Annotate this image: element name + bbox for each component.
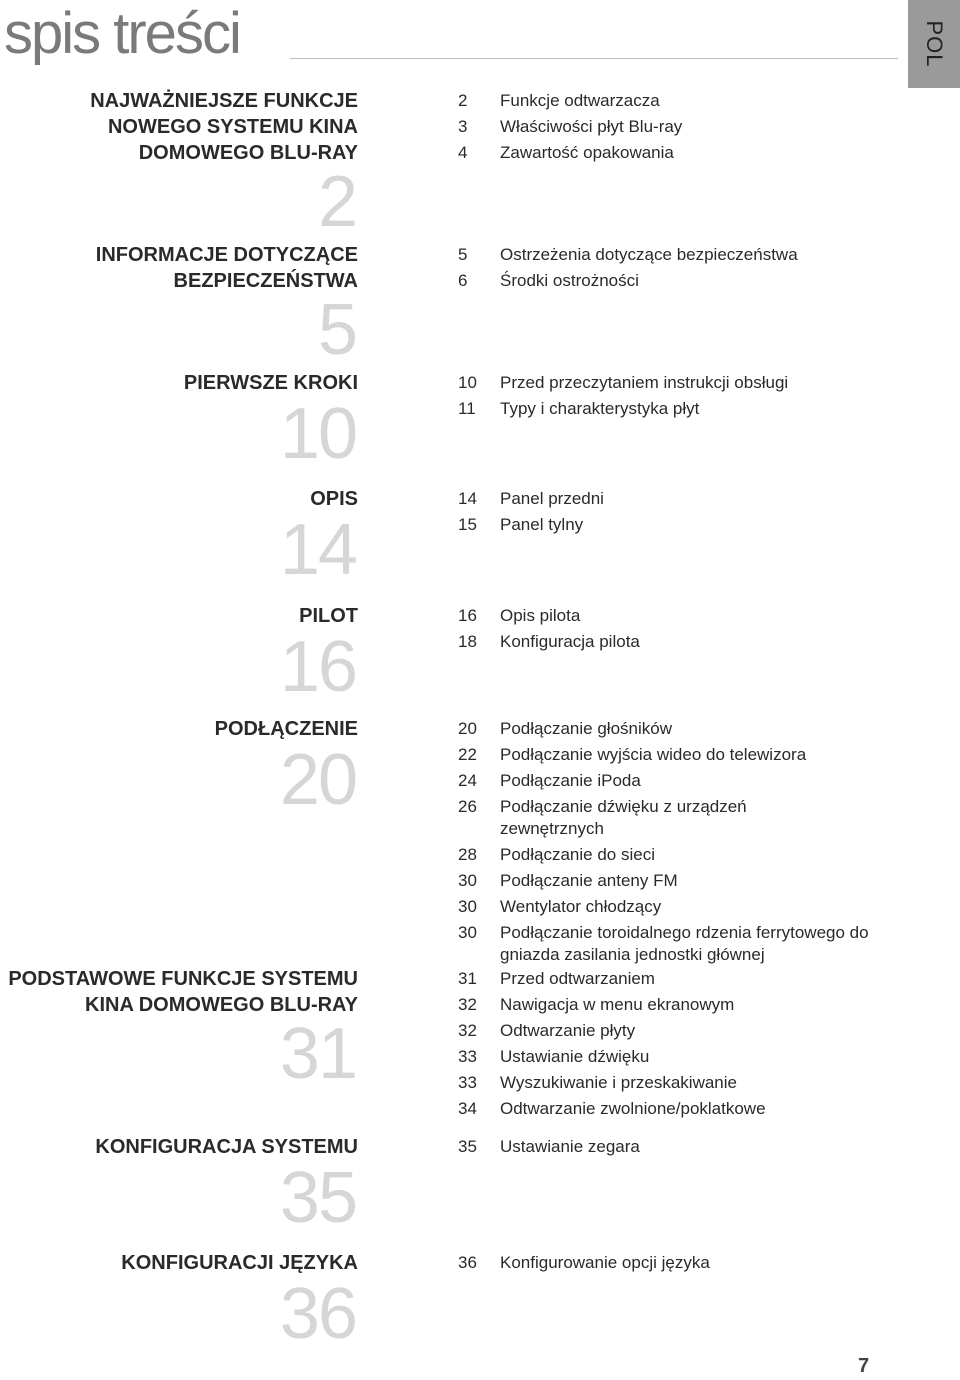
- entry-title: Podłączanie toroidalnego rdzenia ferrytowego do gniazda zasilania jednostki głównej: [500, 923, 869, 964]
- section-heading: [0, 1134, 358, 1160]
- section-heading-line: INFORMACJE DOTYCZĄCE: [95, 244, 358, 266]
- entry-title: Ostrzeżenia dotyczące bezpieczeństwa: [500, 245, 798, 264]
- toc-entry[interactable]: [458, 1044, 878, 1070]
- entry-page-number: 18: [458, 632, 477, 651]
- entry-title: Przed odtwarzaniem: [500, 969, 655, 988]
- entry-title: Wentylator chłodzący: [500, 897, 662, 916]
- toc-entry[interactable]: [458, 1250, 878, 1276]
- toc-entry[interactable]: [458, 629, 878, 655]
- entry-page-number: 16: [458, 606, 477, 625]
- toc-entry[interactable]: [458, 1018, 878, 1044]
- entry-page-number: 26: [458, 797, 477, 816]
- section-heading-line: PODŁĄCZENIE: [214, 718, 358, 740]
- section-entries: [458, 242, 878, 294]
- section-heading-line: PODSTAWOWE FUNKCJE SYSTEMU: [8, 968, 358, 990]
- toc-entry[interactable]: [458, 768, 878, 794]
- section-page-number: 20: [279, 740, 356, 820]
- section-entries: [458, 603, 878, 655]
- section-heading-line: NAJWAŻNIEJSZE FUNKCJE: [90, 90, 358, 112]
- entry-page-number: 34: [458, 1099, 477, 1118]
- section-heading-line: OPIS: [310, 488, 358, 510]
- toc-entry[interactable]: [458, 1070, 878, 1096]
- section-heading: [0, 1250, 358, 1276]
- toc-entry[interactable]: [458, 370, 878, 396]
- entry-title: Ustawianie zegara: [500, 1137, 640, 1156]
- entry-page-number: 4: [458, 143, 468, 162]
- section-page-number: 5: [317, 290, 356, 370]
- entry-title: Opis pilota: [500, 606, 581, 625]
- section-heading: [0, 966, 358, 1018]
- entry-title: Przed przeczytaniem instrukcji obsługi: [500, 373, 789, 392]
- entry-page-number: 15: [458, 515, 477, 534]
- entry-title: Odtwarzanie płyty: [500, 1021, 636, 1040]
- entry-title: Wyszukiwanie i przeskakiwanie: [500, 1073, 737, 1092]
- entry-title: Podłączanie iPoda: [500, 771, 641, 790]
- entry-page-number: 33: [458, 1047, 477, 1066]
- entry-page-number: 36: [458, 1253, 477, 1272]
- section-page-number: 36: [279, 1274, 356, 1354]
- section-heading-line: NOWEGO SYSTEMU KINA: [107, 116, 358, 138]
- toc-entry[interactable]: [458, 868, 878, 894]
- toc-entry[interactable]: [458, 842, 878, 868]
- section-heading-line: KINA DOMOWEGO BLU-RAY: [85, 994, 358, 1016]
- entry-title: Konfiguracja pilota: [500, 632, 640, 651]
- entry-page-number: 28: [458, 845, 477, 864]
- entry-title: Funkcje odtwarzacza: [500, 91, 660, 110]
- entry-page-number: 30: [458, 923, 477, 942]
- entry-title: Panel tylny: [500, 515, 584, 534]
- entry-title: Nawigacja w menu ekranowym: [500, 995, 735, 1014]
- toc-entry[interactable]: [458, 512, 878, 538]
- section-entries: [458, 1134, 878, 1160]
- toc-entry[interactable]: [458, 794, 878, 842]
- toc-entry[interactable]: [458, 603, 878, 629]
- toc-entry[interactable]: [458, 966, 878, 992]
- entry-title: Konfigurowanie opcji języka: [500, 1253, 710, 1272]
- entry-page-number: 22: [458, 745, 477, 764]
- section-heading: [0, 370, 358, 396]
- entry-title: Podłączanie głośników: [500, 719, 672, 738]
- section-heading-line: KONFIGURACJI JĘZYKA: [121, 1252, 358, 1274]
- section-page-number: 10: [279, 394, 356, 474]
- entry-title: Typy i charakterystyka płyt: [500, 399, 700, 418]
- section-heading: [0, 242, 358, 294]
- toc-entry[interactable]: [458, 268, 878, 294]
- entry-title: Odtwarzanie zwolnione/poklatkowe: [500, 1099, 766, 1118]
- toc-entry[interactable]: [458, 1134, 878, 1160]
- entry-title: Właściwości płyt Blu-ray: [500, 117, 683, 136]
- entry-page-number: 33: [458, 1073, 477, 1092]
- section-entries: [458, 966, 878, 1122]
- section-entries: [458, 716, 878, 968]
- section-page-number: 14: [279, 510, 356, 590]
- entry-title: Podłączanie wyjścia wideo do telewizora: [500, 745, 807, 764]
- toc-entry[interactable]: [458, 742, 878, 768]
- section-page-number: 16: [279, 627, 356, 707]
- entry-page-number: 32: [458, 995, 477, 1014]
- entry-page-number: 20: [458, 719, 477, 738]
- entry-page-number: 32: [458, 1021, 477, 1040]
- entry-title: Podłączanie anteny FM: [500, 871, 678, 890]
- entry-title: Ustawianie dźwięku: [500, 1047, 650, 1066]
- toc-entry[interactable]: [458, 242, 878, 268]
- entry-page-number: 31: [458, 969, 477, 988]
- toc-entry[interactable]: [458, 992, 878, 1018]
- section-heading-line: PILOT: [299, 605, 358, 627]
- section-page-number: 31: [279, 1014, 356, 1094]
- entry-page-number: 10: [458, 373, 477, 392]
- toc-entry[interactable]: [458, 716, 878, 742]
- section-entries: [458, 1250, 878, 1276]
- entry-page-number: 5: [458, 245, 468, 264]
- section-page-number: 35: [279, 1158, 356, 1238]
- entry-page-number: 35: [458, 1137, 477, 1156]
- section-heading-line: KONFIGURACJA SYSTEMU: [95, 1136, 358, 1158]
- entry-page-number: 30: [458, 897, 477, 916]
- section-heading-line: PIERWSZE KROKI: [183, 372, 358, 394]
- section-heading: [0, 716, 358, 742]
- toc-entry[interactable]: [458, 114, 878, 140]
- entry-title: Panel przedni: [500, 489, 604, 508]
- section-entries: [458, 486, 878, 538]
- entry-page-number: 14: [458, 489, 477, 508]
- toc-entry[interactable]: [458, 140, 878, 166]
- section-heading: [0, 486, 358, 512]
- entry-page-number: 2: [458, 91, 468, 110]
- title-rule: [290, 58, 898, 59]
- entry-title: Podłączanie do sieci: [500, 845, 655, 864]
- entry-page-number: 30: [458, 871, 477, 890]
- entry-page-number: 6: [458, 271, 468, 290]
- page-number: 7: [858, 1355, 870, 1377]
- section-entries: [458, 370, 878, 422]
- entry-title: Zawartość opakowania: [500, 143, 674, 162]
- entry-title: Środki ostrożności: [500, 271, 639, 290]
- toc-entry[interactable]: [458, 88, 878, 114]
- section-heading-line: DOMOWEGO BLU-RAY: [138, 142, 358, 164]
- page-title: spis treści: [4, 1, 240, 66]
- section-heading-line: BEZPIECZEŃSTWA: [173, 270, 358, 292]
- section-heading: [0, 88, 358, 166]
- toc-entry[interactable]: [458, 486, 878, 512]
- entry-page-number: 11: [458, 399, 476, 418]
- entry-page-number: 24: [458, 771, 477, 790]
- section-entries: [458, 88, 878, 166]
- language-tab: [908, 0, 960, 88]
- toc-entry[interactable]: [458, 1096, 878, 1122]
- section-page-number: 2: [317, 162, 356, 242]
- language-tab-label: POL: [922, 20, 947, 68]
- entry-page-number: 3: [458, 117, 468, 136]
- entry-title: Podłączanie dźwięku z urządzeń zewnętrznych: [500, 797, 747, 838]
- section-heading: [0, 603, 358, 629]
- toc-entry[interactable]: [458, 396, 878, 422]
- toc-entry[interactable]: [458, 920, 878, 968]
- toc-entry[interactable]: [458, 894, 878, 920]
